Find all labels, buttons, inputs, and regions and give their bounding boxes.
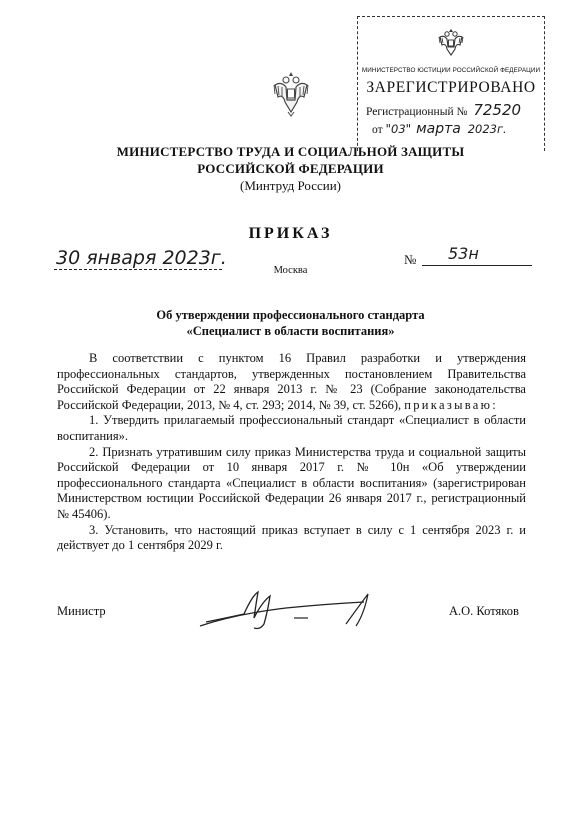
order-date-handwritten: 30 января 2023г.	[56, 247, 227, 269]
body-paragraph-item-3: 3. Установить, что настоящий приказ вступает в силу с 1 сентября 2023 г. и действует до 1 сентября 2029 г.	[57, 522, 526, 553]
stamp-date-prefix: от	[372, 124, 383, 136]
order-verb: приказываю:	[404, 397, 499, 412]
signatory-position: Министр	[57, 604, 106, 618]
body-paragraph-item-1: 1. Утвердить прилагаемый профессиональный стандарт «Специалист в области воспитания».	[57, 413, 526, 443]
eagle-emblem-icon	[272, 70, 310, 118]
stamp-eagle-icon	[436, 25, 466, 59]
order-number-handwritten: 53н	[448, 244, 479, 263]
body-paragraph-item-2: 2. Признать утратившим силу приказ Министерства труда и социальной защиты Российской Федерации от 10 января 2017 г. № 10н «Об утверждении профессионального стандарта «Специалист в области воспитания» (зарегистрирован Министерством юстиции Российской Федерации 26 января 2017 г., регистрационный № 45406).	[57, 444, 526, 521]
stamp-date-line: от "03" марта 2023г.	[372, 121, 507, 137]
order-subject-line1: Об утверждении профессионального стандарта	[156, 308, 425, 322]
order-body	[57, 351, 526, 554]
order-subject-line2: «Специалист в области воспитания»	[186, 324, 395, 338]
ministry-name-line2: РОССИЙСКОЙ ФЕДЕРАЦИИ	[197, 161, 384, 176]
city-label: Москва	[273, 265, 308, 276]
stamp-registered-label: ЗАРЕГИСТРИРОВАНО	[366, 79, 536, 96]
stamp-reg-number: 72520	[473, 101, 522, 119]
registration-stamp	[357, 16, 545, 151]
ministry-short-name: (Минтруд России)	[239, 178, 342, 193]
body-paragraph-preamble: В соответствии с пунктом 16 Правил разработки и утверждения профессиональных стандартов, утвержденных постановлением Правительства Российской Федерации от 22 января 2013 г. № 23 (Собрание законодательства Российской Федерации, 2013, № 4, ст. 293; 2014, № 39, ст. 5266), приказываю:	[57, 351, 526, 412]
signatory-name: А.О. Котяков	[449, 604, 519, 618]
stamp-year: 2023г.	[467, 122, 507, 136]
stamp-registration-line	[366, 101, 521, 119]
order-number-label: №	[404, 252, 417, 267]
stamp-reg-label: Регистрационный №	[366, 106, 468, 118]
stamp-month: марта	[416, 121, 461, 137]
stamp-ministry-name: МИНИСТЕРСТВО ЮСТИЦИИ РОССИЙСКОЙ ФЕДЕРАЦИИ	[361, 67, 541, 74]
number-underline	[422, 265, 532, 266]
document-type-title: ПРИКАЗ	[248, 225, 333, 242]
ministry-name-line1: МИНИСТЕРСТВО ТРУДА И СОЦИАЛЬНОЙ ЗАЩИТЫ	[116, 144, 465, 159]
handwritten-signature	[196, 584, 380, 634]
stamp-day: 03	[391, 122, 406, 136]
